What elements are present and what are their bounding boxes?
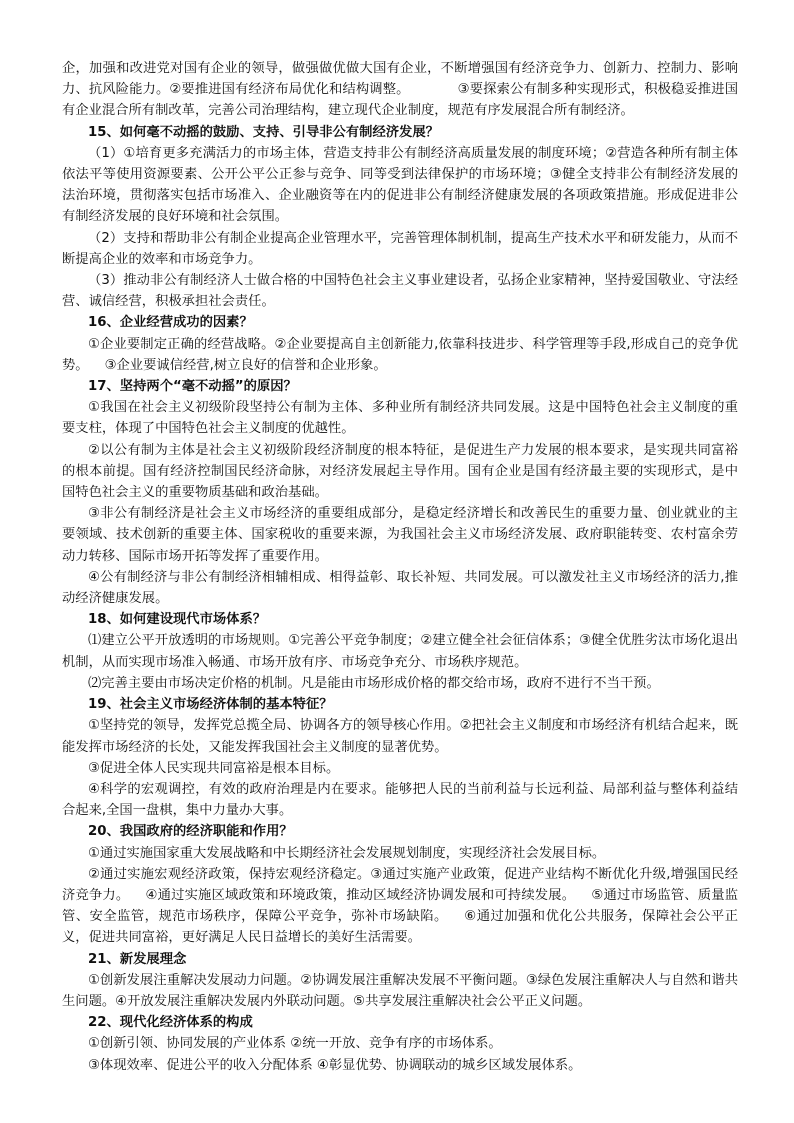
q17-heading: 17、坚持两个“毫不动摇”的原因？ (88, 379, 297, 395)
q16-heading: 16、企业经营成功的因素？ (88, 315, 253, 331)
q20-item-c: ⑤通过市场监管、质量监管、安全监管，规范市场秩序，保障公平竞争，弥补市场缺陷。 (62, 887, 739, 925)
q21-paragraph-1: ①创新发展注重解决发展动力问题。②协调发展注重解决发展不平衡问题。③绿色发展注重解决人与自然和谐共生问题。④开放发展注重解决发展内外联动问题。⑤共享发展注重解决社会公平正义问题。 (62, 972, 738, 1009)
q22-paragraph-2: ③体现效率、促进公平的收入分配体系 ④彰显优势、协调联动的城乡区域发展体系。 (88, 1057, 582, 1073)
intro-paragraph (62, 58, 738, 122)
q16-paragraph-1 (62, 334, 738, 376)
q16-item-a: ①企业要制定正确的经营战略。②企业要提高自主创新能力,依靠科技进步、科学管理等手段,形成自己的竞争优势。 (62, 336, 738, 373)
q15-heading: 15、如何毫不动摇的鼓励、支持、引导非公有制经济发展？ (88, 124, 439, 140)
q18-paragraph-2: ⑵完善主要由市场决定价格的机制。凡是能由市场形成价格的都交给市场，政府不进行不当干预。 (88, 675, 660, 691)
q19-heading: 19、社会主义市场经济体制的基本特征？ (88, 697, 333, 713)
q17-paragraph-1: ①我国在社会主义初级阶段坚持公有制为主体、多种业所有制经济共同发展。这是中国特色社会主义制度的重要支柱，体现了中国特色社会主义制度的优越性。 (62, 400, 738, 437)
q15-paragraph-2: （2）支持和帮助非公有制企业提高企业管理水平，完善管理体制机制，提高生产技术水平和研发能力，从而不断提高企业的效率和市场竞争力。 (62, 230, 738, 267)
q20-paragraph-1: ①通过实施国家重大发展战略和中长期经济社会发展规划制度，实现经济社会发展目标。 (88, 845, 606, 861)
q17-paragraph-4: ④公有制经济与非公有制经济相辅相成、相得益彰、取长补短、共同发展。可以激发社主义市场经济的活力,推动经济健康发展。 (62, 569, 738, 607)
q16-item-b: ③企业要诚信经营,树立良好的信誉和企业形象。 (104, 357, 387, 373)
document-page (62, 58, 738, 1076)
intro-line-2: 影响力、抗风险能力。②要推进国有经济布局优化和结构调整。 (62, 61, 739, 98)
q20-item-a: ②通过实施宏观经济政策，保持宏观经济稳定。③通过实施产业政策，促进产业结构不断优化升级,增强国民经济竞争力。 (62, 866, 738, 903)
q20-item-d: ⑥通过加强和优化公共服务，保障社会公平正义，促进共同富裕，更好满足人民日益增长的美好生活需要。 (62, 909, 739, 946)
q15-paragraph-3: （3）推动非公有制经济人士做合格的中国特色社会主义事业建设者，弘扬企业家精神，坚持爱国敬业、守法经营、诚信经营，积极承担社会责任。 (62, 273, 738, 310)
intro-line-1: 企，加强和改进党对国有企业的领导，做强做优做大国有企业，不断增强国有经济竞争力、创新力、控制力、 (62, 61, 712, 76)
q15-paragraph-1: （1）①培育更多充满活力的市场主体，营造支持非公有制经济高质量发展的制度环境；②营造各种所有制主体依法平等使用资源要素、公开公平公正参与竞争、同等受到法律保护的市场环境；③健全支持非公有制经济发展的法治环境，贯彻落实包括市场准入、企业融资等在内的促进非公有制经济健康发展的各项政策措施。形成促进非公有制经济发展的良好环境和社会氛围。 (62, 145, 738, 225)
q18-paragraph-1: ⑴建立公平开放透明的市场规则。①完善公平竞争制度；②建立健全社会征信体系；③健全优胜劣汰市场化退出机制，从而实现市场准入畅通、市场开放有序、市场竞争充分、市场秩序规范。 (62, 633, 738, 670)
q20-heading: 20、我国政府的经济职能和作用？ (88, 824, 293, 840)
intro-line-3: 妥推进国有企业混合所有制改革，完善公司治理结构，建立现代企业制度，规范有序发展混合所有制经济。 (62, 82, 739, 119)
q22-heading: 22、现代化经济体系的构成 (88, 1015, 253, 1031)
q18-heading: 18、如何建设现代市场体系？ (88, 612, 267, 628)
q19-paragraph-2: ③促进全体人民实现共同富裕是根本目标。 (88, 760, 340, 776)
q21-heading: 21、新发展理念 (88, 951, 187, 967)
q22-paragraph-1: ①创新引领、协同发展的产业体系 ②统一开放、竞争有序的市场体系。 (88, 1036, 502, 1052)
q19-paragraph-3: ④科学的宏观调控，有效的政府治理是内在要求。能够把人民的当前利益与长远利益、局部利益与整体利益结合起来,全国一盘棋，集中力量办大事。 (62, 781, 738, 819)
q17-paragraph-3: ③非公有制经济是社会主义市场经济的重要组成部分，是稳定经济增长和改善民生的重要力量、创业就业的主要领域、技术创新的重要主体、国家税收的重要来源，为我国社会主义市场经济发展、政府职能转变、农村富余劳动力转移、国际市场开拓等发挥了重要作用。 (62, 506, 738, 564)
q20-item-b: ④通过实施区域政策和环境政策，推动区域经济协调发展和可持续发展。 (145, 887, 576, 903)
intro-line-2b: ③要探索公有制多种实现形式，积极稳 (457, 82, 685, 98)
q17-paragraph-2: ②以公有制为主体是社会主义初级阶段经济制度的根本特征，是促进生产力发展的根本要求，是实现共同富裕的根本前提。国有经济控制国民经济命脉，对经济发展起主导作用。国有企业是国有经济最主要的实现形式，是中国特色社会主义的重要物质基础和政治基础。 (62, 442, 738, 501)
q20-paragraph-2 (62, 864, 738, 949)
q19-paragraph-1: ①坚持党的领导，发挥党总揽全局、协调各方的领导核心作用。②把社会主义制度和市场经济有机结合起来，既能发挥市场经济的长处，又能发挥我国社会主义制度的显著优势。 (62, 718, 738, 755)
